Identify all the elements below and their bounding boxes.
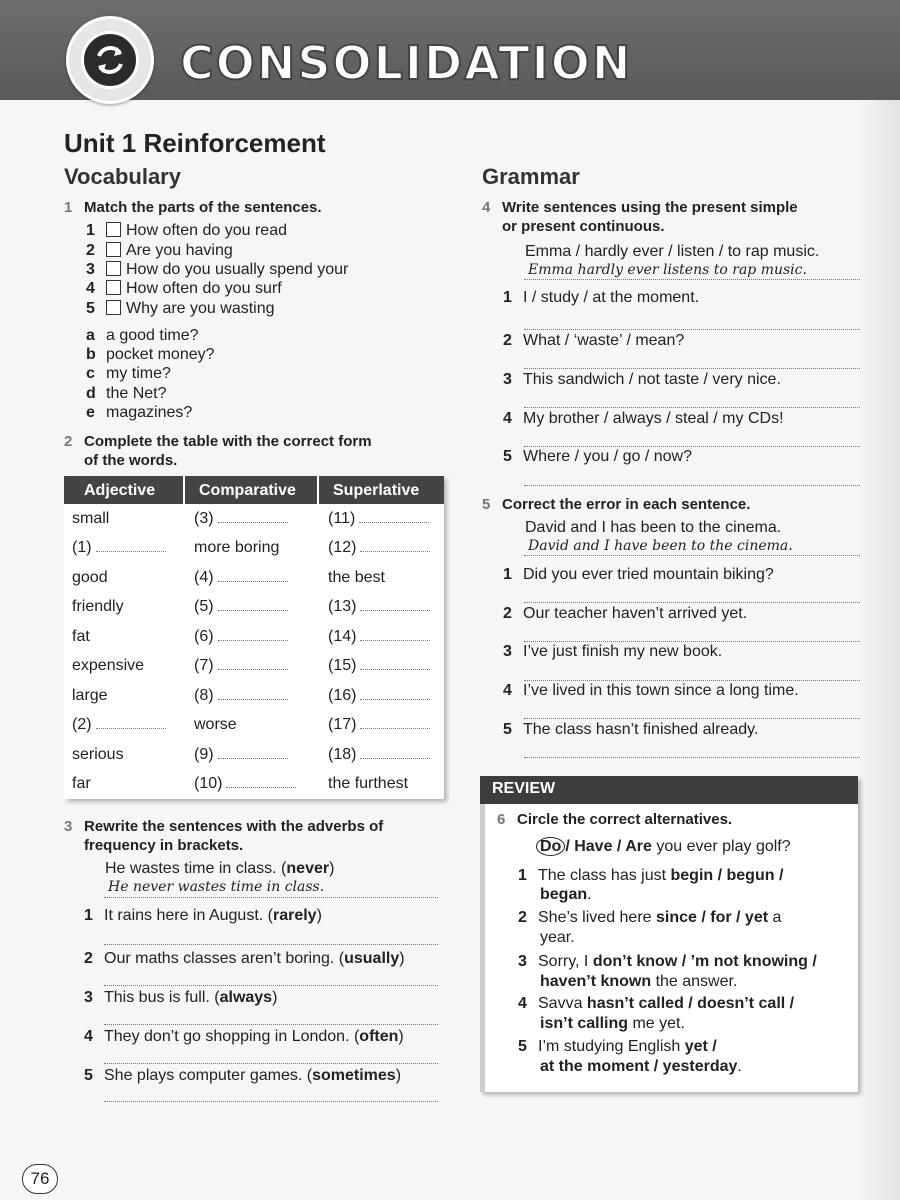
cell-text: far [72, 775, 91, 793]
table-cell [184, 593, 318, 623]
sentence-end: ) [329, 860, 335, 877]
exercise-item [503, 447, 692, 466]
item-text: year. [540, 929, 575, 946]
answer-checkbox[interactable] [106, 242, 121, 257]
match-option [86, 345, 215, 364]
item-number: 1 [518, 867, 527, 884]
exercise-4-instruction [482, 198, 798, 236]
cell-text: friendly [72, 598, 124, 616]
exercise-6-instruction [497, 810, 732, 829]
answer-line[interactable] [524, 329, 860, 330]
table-cell [184, 711, 318, 741]
item-number: 5 [518, 1038, 527, 1055]
item-text: . [587, 886, 592, 903]
example-answer: He never wastes time in class. [108, 879, 325, 895]
cell-text: the furthest [328, 775, 409, 793]
example-answer: David and I have been to the cinema. [528, 538, 793, 554]
instruction-text: Complete the table with the correct form [84, 433, 372, 450]
item-number: 5 [503, 721, 512, 738]
instruction-text: Write sentences using the present simple [502, 199, 798, 216]
answer-checkbox[interactable] [106, 261, 121, 276]
answer-blank[interactable] [360, 747, 430, 759]
exercise-number: 4 [482, 199, 491, 216]
table-cell [64, 740, 184, 770]
match-option [86, 364, 171, 383]
table-row [64, 681, 444, 711]
cell-text: (16) [328, 686, 357, 704]
sentence-end: ) [272, 989, 278, 1006]
column-header: Adjective [64, 476, 184, 504]
alternatives: / Have / Are [565, 838, 652, 855]
alternatives[interactable]: begin / begun / [670, 867, 784, 884]
item-text: She plays computer games. ( [104, 1067, 313, 1084]
table-row [64, 622, 444, 652]
table-cell [318, 504, 444, 534]
item-number: 5 [503, 448, 512, 465]
item-number: 1 [84, 907, 93, 924]
cell-text: worse [194, 716, 237, 734]
exercise-item [84, 906, 322, 925]
cell-text: expensive [72, 657, 145, 675]
answer-blank[interactable] [218, 658, 288, 670]
exercise-item [503, 720, 758, 739]
item-number: 2 [503, 332, 512, 349]
exercise-5-instruction [482, 495, 750, 514]
exercise-item [503, 642, 722, 661]
table-cell [64, 622, 184, 652]
item-number: 1 [503, 566, 512, 583]
item-number: 2 [86, 242, 95, 259]
cell-text: (4) [194, 568, 214, 586]
exercise-item [518, 994, 794, 1013]
cell-text: (6) [194, 627, 214, 645]
exercise-item [503, 288, 699, 307]
item-text: They don’t go shopping in London. ( [104, 1028, 360, 1045]
table-cell [184, 681, 318, 711]
table-cell [184, 622, 318, 652]
item-text: How often do you read [126, 222, 287, 239]
adverb: never [286, 860, 330, 877]
alternatives[interactable]: since / for / yet [656, 909, 769, 926]
exercise-item-cont [540, 885, 592, 904]
cell-text: (9) [194, 745, 214, 763]
instruction-text: frequency in brackets. [84, 837, 244, 854]
option-text: magazines? [106, 404, 193, 421]
exercise-number: 5 [482, 496, 491, 513]
grammar-heading: Grammar [482, 164, 580, 189]
item-number: 5 [84, 1067, 93, 1084]
item-number: 4 [503, 410, 512, 427]
option-letter: d [86, 385, 96, 402]
item-text: . [737, 1058, 742, 1075]
item-number: 5 [86, 300, 95, 317]
item-text: I’m studying English [538, 1038, 685, 1055]
exercise-item [84, 988, 277, 1007]
cell-text: (8) [194, 686, 214, 704]
item-text: a [768, 909, 782, 926]
alternatives[interactable]: at the moment / yesterday [540, 1058, 738, 1075]
exercise-item [518, 866, 783, 885]
table-cell [64, 770, 184, 800]
match-option [86, 384, 166, 403]
table-row [64, 504, 444, 534]
answer-line[interactable] [524, 757, 860, 758]
answer-line[interactable] [104, 985, 438, 986]
item-number: 3 [84, 989, 93, 1006]
page-number: 76 [22, 1164, 58, 1194]
item-text: Our teacher haven’t arrived yet. [523, 605, 748, 622]
cell-text: good [72, 568, 108, 586]
table-row [64, 711, 444, 741]
answer-blank[interactable] [218, 747, 288, 759]
cell-text: (3) [194, 509, 214, 527]
match-item [86, 241, 233, 260]
item-text: I’ve lived in this town since a long time. [523, 682, 799, 699]
cell-text: (18) [328, 745, 357, 763]
exercise-number: 1 [64, 199, 73, 216]
answer-line[interactable] [104, 1024, 438, 1025]
item-text: This sandwich / not taste / very nice. [523, 371, 781, 388]
cell-text: (15) [328, 657, 357, 675]
sentence-end: ) [395, 1067, 402, 1084]
sentence-end: ) [398, 1028, 404, 1045]
answer-line[interactable] [104, 1063, 438, 1064]
instruction-text: Circle the correct alternatives. [517, 811, 733, 828]
cell-text: the best [328, 568, 385, 586]
logo-badge [66, 16, 154, 104]
item-number: 2 [503, 605, 512, 622]
item-text: Are you having [126, 242, 233, 259]
alternatives[interactable]: haven’t known [540, 973, 652, 990]
exercise-item-cont [540, 1057, 742, 1076]
table-cell [318, 593, 444, 623]
example-answer: Emma hardly ever listens to rap music. [528, 262, 807, 278]
table-cell [64, 681, 184, 711]
answer-line[interactable] [524, 485, 860, 486]
option-letter: a [86, 327, 95, 344]
table-cell [318, 711, 444, 741]
item-number: 1 [86, 222, 95, 239]
exercise-item [503, 604, 747, 623]
item-number: 3 [518, 953, 527, 970]
item-text: I / study / at the moment. [523, 289, 700, 306]
column-header: Comparative [184, 476, 318, 504]
table-cell [64, 534, 184, 564]
item-text: The class has just [538, 867, 671, 884]
table-row [64, 770, 444, 800]
table-cell [184, 504, 318, 534]
item-text: Where / you / go / now? [523, 448, 692, 465]
exercise-item [503, 370, 781, 389]
match-option [86, 326, 199, 345]
cell-text: (12) [328, 539, 357, 557]
item-text: It rains here in August. ( [104, 907, 273, 924]
answer-line[interactable] [524, 718, 860, 719]
exercise-item [518, 1037, 717, 1056]
alternatives[interactable]: isn’t calling [540, 1015, 629, 1032]
exercise-item [518, 908, 781, 927]
answer-blank[interactable] [218, 570, 288, 582]
cell-text: small [72, 509, 110, 527]
exercise-item [84, 1066, 401, 1085]
exercise-item-cont [540, 972, 737, 991]
item-text: Our maths classes aren’t boring. ( [104, 950, 345, 967]
item-number: 2 [84, 950, 93, 967]
cell-text: large [72, 686, 108, 704]
answer-blank[interactable] [96, 717, 166, 729]
table-cell [318, 622, 444, 652]
option-letter: e [86, 404, 95, 421]
item-text: I’ve just finish my new book. [523, 643, 723, 660]
table-cell [184, 563, 318, 593]
answer-line[interactable] [524, 279, 860, 280]
example-sentence: Emma / hardly ever / listen / to rap music. [525, 243, 820, 260]
match-item [86, 279, 282, 298]
exercise-item-cont [540, 928, 575, 947]
instruction-text: Correct the error in each sentence. [502, 496, 751, 513]
item-text: She’s lived here [538, 909, 656, 926]
sentence-end: ) [399, 950, 405, 967]
item-text: This bus is full. ( [104, 989, 220, 1006]
answer-blank[interactable] [359, 511, 429, 523]
exercise-item [84, 949, 405, 968]
exercise-1-instruction [64, 198, 322, 217]
cell-text: serious [72, 745, 124, 763]
exercise-item [84, 1027, 404, 1046]
exercise-item [503, 681, 799, 700]
item-text: Sorry, I [538, 953, 593, 970]
item-number: 3 [86, 261, 95, 278]
option-text: pocket money? [106, 346, 215, 363]
table-cell [184, 534, 318, 564]
item-number: 1 [503, 289, 512, 306]
alternatives[interactable]: began [540, 886, 588, 903]
alternatives[interactable]: yet / [684, 1038, 717, 1055]
table-row [64, 593, 444, 623]
table-cell [64, 593, 184, 623]
instruction-text: or present continuous. [502, 218, 665, 235]
column-header: Superlative [318, 476, 444, 504]
adverb: always [219, 989, 273, 1006]
sentence-end: ) [316, 907, 322, 924]
answer-line[interactable] [524, 368, 860, 369]
answer-line[interactable] [524, 602, 860, 603]
item-text: The class hasn’t finished already. [523, 721, 759, 738]
option-letter: c [86, 365, 95, 382]
table-cell [318, 652, 444, 682]
table-cell [318, 740, 444, 770]
exercise-item [518, 952, 817, 971]
instruction-text: Match the parts of the sentences. [84, 199, 322, 216]
table-cell [64, 652, 184, 682]
table-cell [64, 563, 184, 593]
answer-blank[interactable] [360, 629, 430, 641]
cell-text: (1) [72, 539, 92, 557]
answer-checkbox[interactable] [106, 222, 121, 237]
table-cell [318, 534, 444, 564]
item-text: Savva [538, 995, 587, 1012]
instruction-text: Rewrite the sentences with the adverbs of [84, 818, 384, 835]
table-cell [184, 652, 318, 682]
cell-text: fat [72, 627, 90, 645]
exercise-number: 3 [64, 818, 73, 835]
answer-line[interactable] [524, 555, 860, 556]
table-cell [64, 711, 184, 741]
table-cell [184, 740, 318, 770]
cell-text: more boring [194, 539, 280, 557]
item-text: Did you ever tried mountain biking? [523, 566, 774, 583]
answer-checkbox[interactable] [106, 300, 121, 315]
adverb: rarely [272, 907, 317, 924]
answer-blank[interactable] [218, 688, 288, 700]
cell-text: (5) [194, 598, 214, 616]
exercise-number: 2 [64, 433, 73, 450]
answer-blank[interactable] [360, 658, 430, 670]
banner-title: CONSOLIDATION [180, 36, 633, 90]
table-cell [64, 504, 184, 534]
answer-blank[interactable] [226, 776, 296, 788]
exercise-item [503, 565, 774, 584]
exercise-item [503, 331, 684, 350]
refresh-cycle-icon [81, 31, 139, 89]
exercise-3-instruction [64, 817, 383, 855]
item-number: 4 [518, 995, 527, 1012]
item-number: 2 [518, 909, 527, 926]
adverb: often [359, 1028, 399, 1045]
answer-line[interactable] [524, 407, 860, 408]
alternatives[interactable]: hasn’t called / doesn’t call / [586, 995, 795, 1012]
cell-text: (10) [194, 775, 223, 793]
table-row [64, 563, 444, 593]
cell-text: (14) [328, 627, 357, 645]
answer-line[interactable] [104, 944, 438, 945]
example-sentence [105, 859, 334, 878]
adverb: usually [344, 950, 400, 967]
item-number: 4 [84, 1028, 93, 1045]
cell-text: (7) [194, 657, 214, 675]
cell-text: (13) [328, 598, 357, 616]
example-sentence [536, 837, 791, 856]
answer-checkbox[interactable] [106, 280, 121, 295]
answer-blank[interactable] [360, 717, 430, 729]
match-item [86, 260, 348, 279]
instruction-text: of the words. [84, 452, 178, 469]
table-row [64, 534, 444, 564]
alternatives[interactable]: don’t know / ’m not knowing / [592, 953, 817, 970]
exercise-number: 6 [497, 811, 506, 828]
option-letter: b [86, 346, 96, 363]
circled-answer: Do [536, 837, 565, 856]
answer-blank[interactable] [360, 688, 430, 700]
cell-text: (17) [328, 716, 357, 734]
table-header-row [64, 476, 444, 504]
answer-blank[interactable] [360, 540, 430, 552]
match-option [86, 403, 192, 422]
match-item [86, 221, 287, 240]
sentence-text: He wastes time in class. ( [105, 860, 287, 877]
item-text: How do you usually spend your [126, 261, 349, 278]
item-number: 4 [503, 682, 512, 699]
table-row [64, 652, 444, 682]
vocabulary-heading: Vocabulary [64, 164, 181, 189]
item-text: What / ‘waste’ / mean? [523, 332, 685, 349]
review-heading: REVIEW [480, 776, 858, 804]
table-row [64, 740, 444, 770]
word-forms-table [64, 476, 444, 799]
option-text: a good time? [106, 327, 199, 344]
table-cell [318, 681, 444, 711]
item-text: me yet. [628, 1015, 685, 1032]
exercise-item-cont [540, 1014, 685, 1033]
item-text: My brother / always / steal / my CDs! [523, 410, 784, 427]
item-number: 4 [86, 280, 95, 297]
item-number: 3 [503, 643, 512, 660]
page-edge-shadow [856, 100, 900, 1200]
answer-blank[interactable] [218, 629, 288, 641]
answer-line[interactable] [104, 897, 438, 898]
table-cell [184, 770, 318, 800]
exercise-2-instruction [64, 432, 372, 470]
answer-blank[interactable] [360, 599, 430, 611]
answer-blank[interactable] [218, 599, 288, 611]
example-sentence: David and I has been to the cinema. [525, 519, 782, 536]
table-cell [318, 770, 444, 800]
answer-blank[interactable] [218, 511, 288, 523]
option-text: the Net? [106, 385, 167, 402]
option-text: my time? [106, 365, 171, 382]
exercise-item [503, 409, 784, 428]
item-number: 3 [503, 371, 512, 388]
unit-title: Unit 1 Reinforcement [64, 128, 326, 158]
cell-text: (2) [72, 716, 92, 734]
sentence-text: you ever play golf? [651, 838, 791, 855]
answer-blank[interactable] [96, 540, 166, 552]
item-text: How often do you surf [126, 280, 282, 297]
table-cell [318, 563, 444, 593]
item-text: the answer. [651, 973, 738, 990]
item-text: Why are you wasting [126, 300, 275, 317]
adverb: sometimes [312, 1067, 396, 1084]
cell-text: (11) [328, 509, 356, 527]
answer-line[interactable] [104, 1101, 438, 1102]
match-item [86, 299, 275, 318]
